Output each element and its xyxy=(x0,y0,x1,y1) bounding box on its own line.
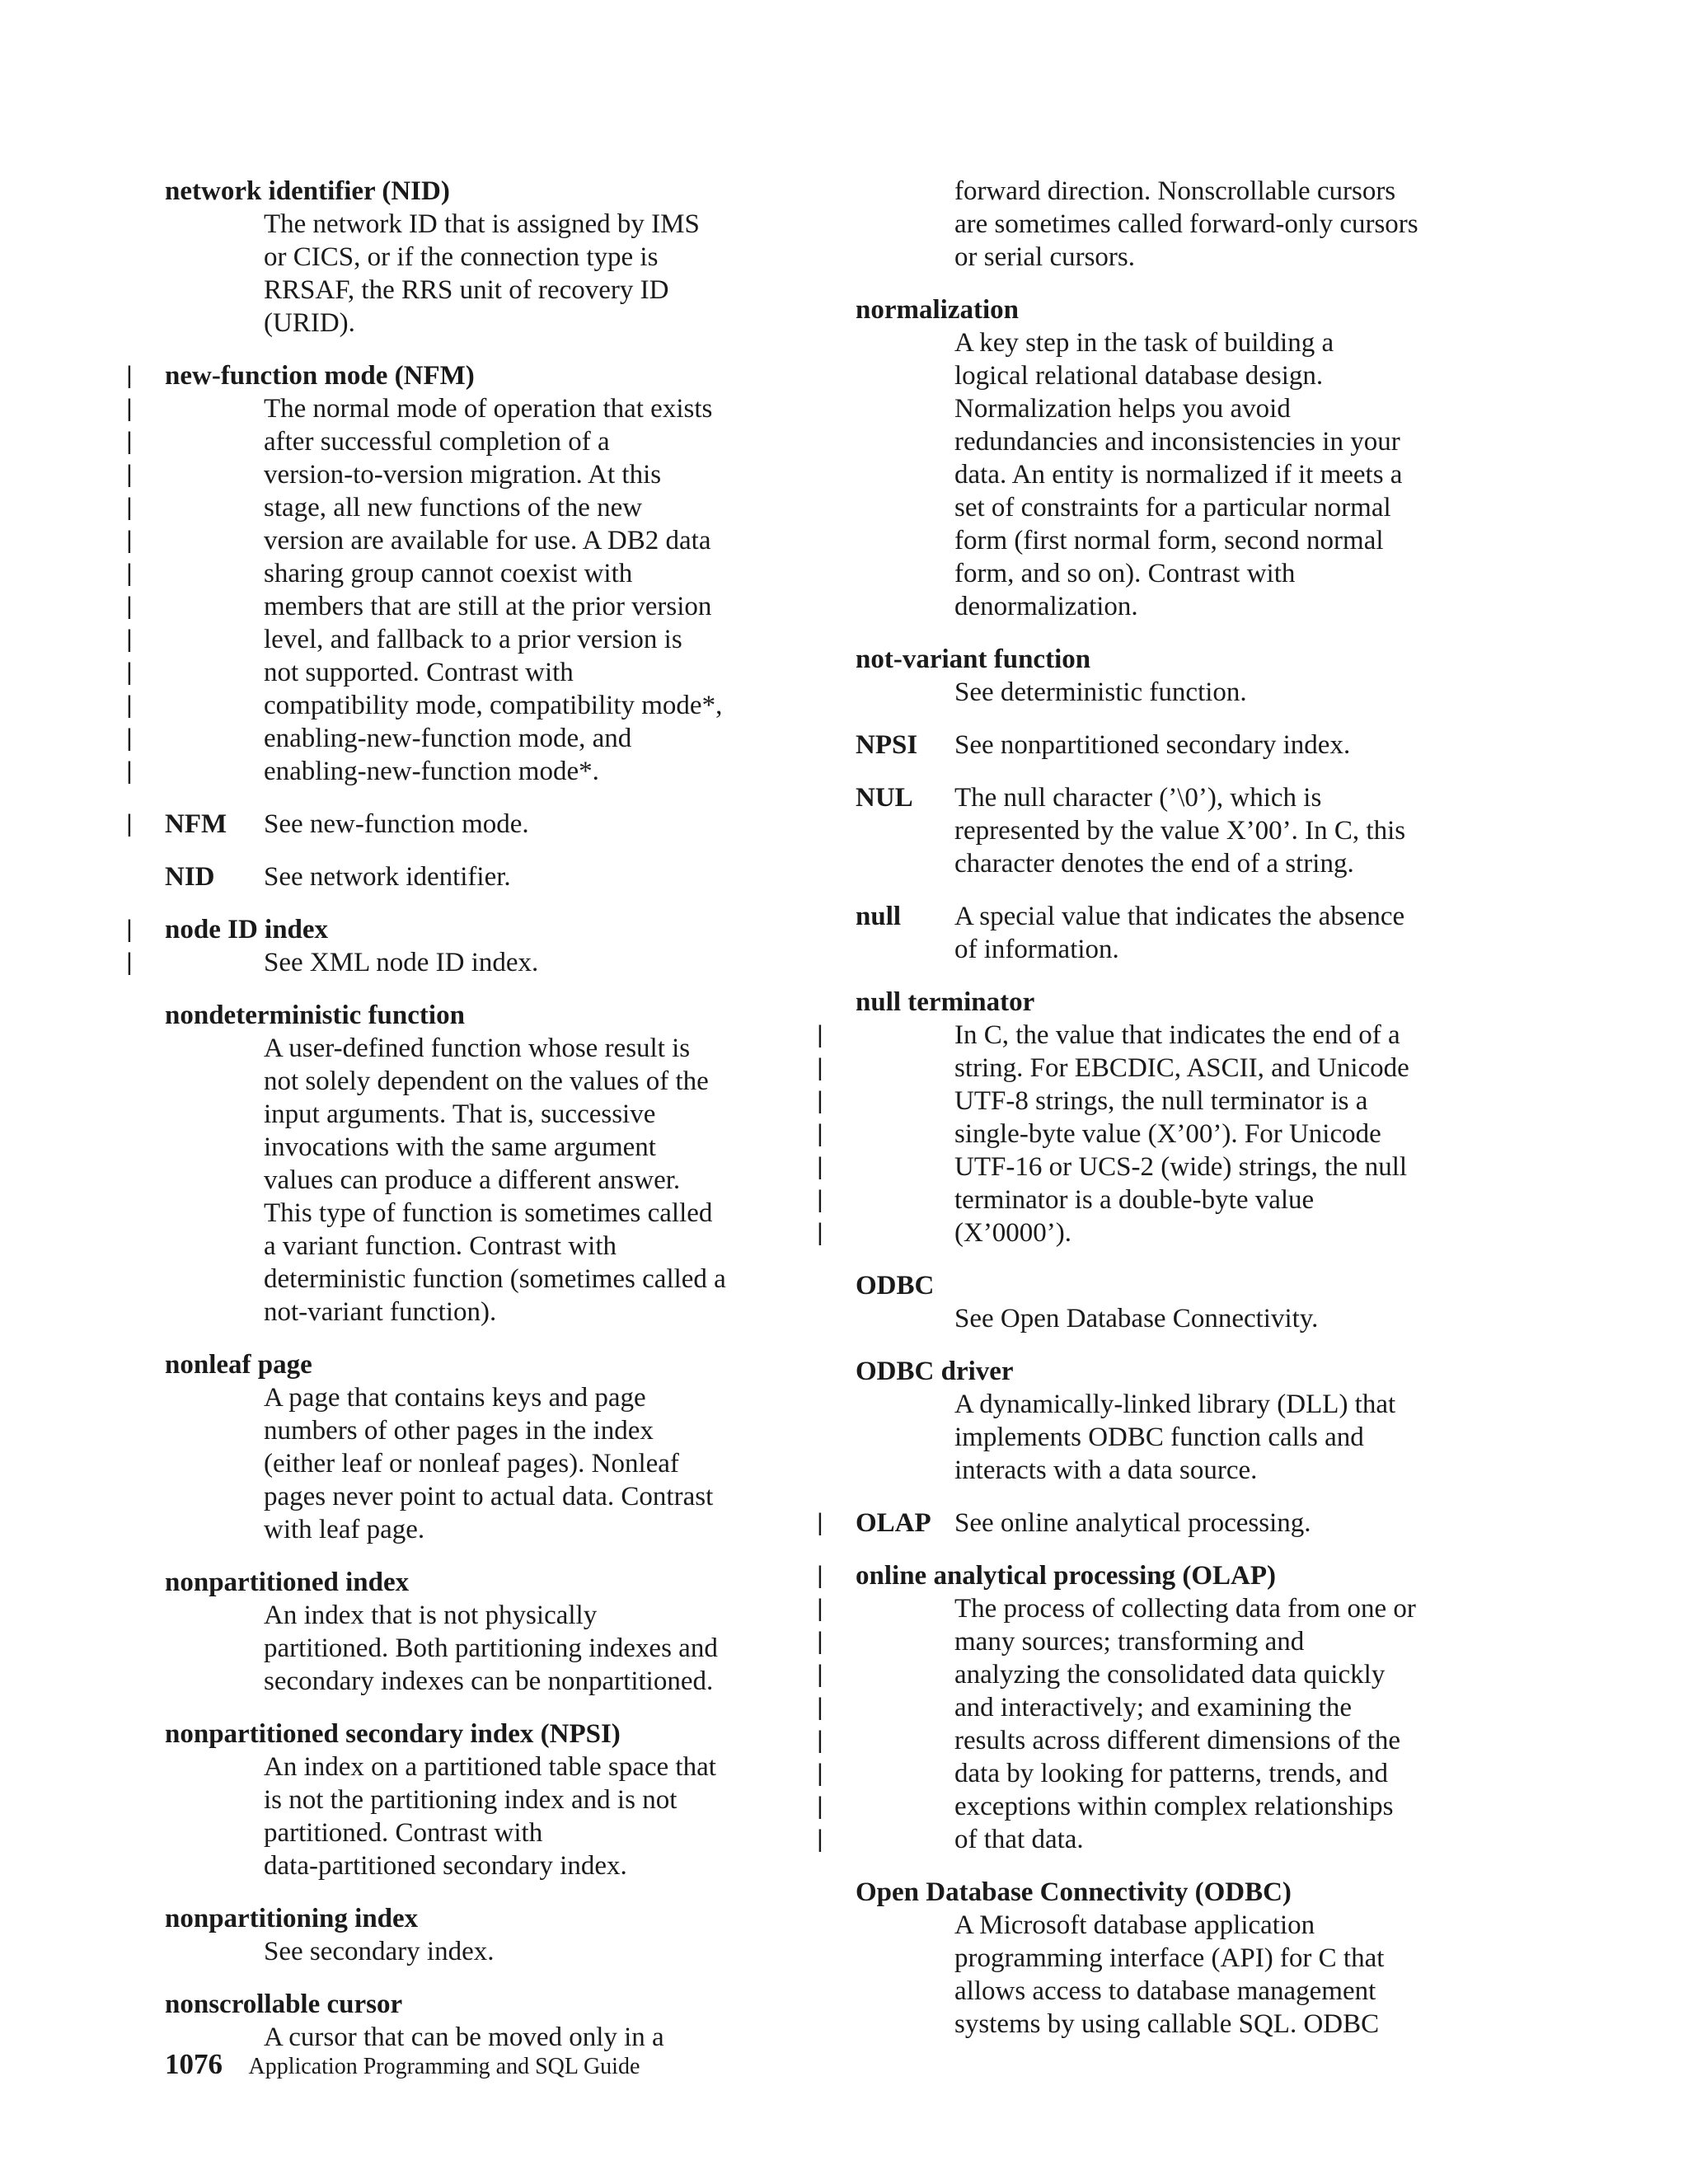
definition-line: See Open Database Connectivity. xyxy=(954,1304,1319,1333)
glossary-term: null terminator xyxy=(856,987,1035,1017)
definition-line: numbers of other pages in the index xyxy=(264,1416,654,1446)
glossary-entry xyxy=(856,175,1498,274)
change-bar: | xyxy=(817,1087,823,1114)
glossary-term: NID xyxy=(165,862,215,892)
glossary-definition xyxy=(264,1032,791,1329)
definition-line: The process of collecting data from one or xyxy=(954,1594,1416,1624)
definition-line: compatibility mode, compatibility mode*, xyxy=(264,691,723,720)
change-bar: | xyxy=(126,626,133,653)
change-bar: | xyxy=(126,527,133,554)
definition-line: A user-defined function whose result is xyxy=(264,1033,691,1063)
glossary-entry xyxy=(165,860,791,893)
glossary-term: ODBC driver xyxy=(856,1357,1014,1386)
change-bar: | xyxy=(126,757,133,785)
definition-line: many sources; transforming and xyxy=(954,1627,1305,1657)
definition-line: version are available for use. A DB2 data xyxy=(264,526,711,555)
definition-line: character denotes the end of a string. xyxy=(954,849,1354,879)
definition-line: or CICS, or if the connection type is xyxy=(264,242,659,272)
glossary-term: network identifier (NID) xyxy=(165,176,450,206)
definition-line: not solely dependent on the values of the xyxy=(264,1066,709,1096)
glossary-definition xyxy=(954,1019,1498,1249)
definition-line: not supported. Contrast with xyxy=(264,658,574,687)
definition-line: interacts with a data source. xyxy=(954,1455,1258,1485)
definition-line: after successful completion of a xyxy=(264,427,610,457)
definition-line: A key step in the task of building a xyxy=(954,328,1334,358)
definition-line: The network ID that is assigned by IMS xyxy=(264,209,700,239)
change-bar: | xyxy=(126,593,133,620)
glossary-definition xyxy=(264,808,529,841)
glossary-definition xyxy=(264,1599,791,1698)
definition-line: See secondary index. xyxy=(264,1937,495,1966)
left-column xyxy=(126,175,791,2074)
definition-line: deterministic function (sometimes called a xyxy=(264,1264,726,1294)
definition-line: This type of function is sometimes called xyxy=(264,1198,713,1228)
glossary-term: not-variant function xyxy=(856,644,1091,674)
book-title: Application Programming and SQL Guide xyxy=(248,2054,640,2079)
definition-line: See network identifier. xyxy=(264,862,511,892)
definition-line: level, and fallback to a prior version is xyxy=(264,625,682,654)
glossary-entry xyxy=(856,1355,1498,1487)
definition-line: members that are still at the prior version xyxy=(264,592,712,621)
glossary-entry xyxy=(165,1988,791,2054)
definition-line: partitioned. Both partitioning indexes and xyxy=(264,1633,718,1663)
glossary-entry xyxy=(856,1269,1498,1335)
glossary-entry xyxy=(165,1718,791,1882)
glossary-definition xyxy=(954,1388,1498,1487)
glossary-definition xyxy=(264,208,791,340)
glossary-term: online analytical processing (OLAP) xyxy=(856,1561,1276,1591)
glossary-entry xyxy=(165,1566,791,1698)
definition-line: systems by using callable SQL. ODBC xyxy=(954,2009,1380,2039)
glossary-term: NFM xyxy=(165,809,227,839)
glossary-definition xyxy=(264,1381,791,1546)
definition-line: RRSAF, the RRS unit of recovery ID xyxy=(264,275,669,305)
glossary-entry xyxy=(126,913,791,979)
glossary-definition xyxy=(954,781,1405,880)
definition-line: logical relational database design. xyxy=(954,361,1324,391)
definition-line: partitioned. Contrast with xyxy=(264,1818,543,1848)
definition-line: results across different dimensions of the xyxy=(954,1726,1401,1755)
definition-line: input arguments. That is, successive xyxy=(264,1099,656,1129)
change-bar: | xyxy=(817,1562,823,1589)
change-bar: | xyxy=(817,1760,823,1787)
glossary-entry xyxy=(126,808,791,841)
change-bar: | xyxy=(817,1661,823,1688)
change-bar: | xyxy=(817,1793,823,1820)
definition-line: enabling-new-function mode*. xyxy=(264,757,599,786)
right-column xyxy=(817,175,1498,2060)
glossary-entry xyxy=(856,729,1498,762)
change-bar: | xyxy=(817,1153,823,1180)
definition-line: In C, the value that indicates the end of a xyxy=(954,1020,1400,1050)
change-bar: | xyxy=(126,494,133,521)
definition-line: (X’0000’). xyxy=(954,1218,1072,1248)
definition-line: A Microsoft database application xyxy=(954,1910,1315,1940)
definition-line: implements ODBC function calls and xyxy=(954,1422,1364,1452)
glossary-definition xyxy=(954,676,1498,709)
definition-line: See new-function mode. xyxy=(264,809,529,839)
definition-line: allows access to database management xyxy=(954,1976,1376,2006)
glossary-term: nondeterministic function xyxy=(165,1001,465,1030)
glossary-term: nonscrollable cursor xyxy=(165,1990,403,2019)
change-bar: | xyxy=(817,1021,823,1048)
glossary-entry xyxy=(165,1348,791,1546)
glossary-definition xyxy=(954,1909,1498,2041)
glossary-definition xyxy=(954,729,1350,762)
definition-line: redundancies and inconsistencies in your xyxy=(954,427,1400,457)
definition-line: a variant function. Contrast with xyxy=(264,1231,617,1261)
glossary-term: null xyxy=(856,902,902,931)
definition-line: of information. xyxy=(954,935,1119,964)
glossary-term: nonpartitioned index xyxy=(165,1568,410,1597)
change-bar: | xyxy=(126,428,133,455)
glossary-term: Open Database Connectivity (ODBC) xyxy=(856,1877,1292,1907)
glossary-definition xyxy=(954,1507,1311,1540)
change-bar: | xyxy=(817,1054,823,1081)
glossary-term: OLAP xyxy=(856,1508,931,1538)
definition-line: See nonpartitioned secondary index. xyxy=(954,730,1351,760)
definition-line: An index that is not physically xyxy=(264,1601,598,1630)
change-bar: | xyxy=(817,1628,823,1655)
change-bar: | xyxy=(126,658,133,686)
glossary-term: nonpartitioning index xyxy=(165,1904,419,1933)
definition-line: A special value that indicates the absence xyxy=(954,902,1405,931)
glossary-term: NPSI xyxy=(856,730,918,760)
glossary-definition xyxy=(264,1935,791,1968)
change-bar: | xyxy=(126,724,133,752)
glossary-term: new-function mode (NFM) xyxy=(165,361,475,391)
glossary-term: ODBC xyxy=(856,1271,935,1301)
definition-line: See online analytical processing. xyxy=(954,1508,1311,1538)
definition-line: forward direction. Nonscrollable cursors xyxy=(954,176,1396,206)
definition-line: (either leaf or nonleaf pages). Nonleaf xyxy=(264,1449,679,1479)
definition-line: programming interface (API) for C that xyxy=(954,1943,1385,1973)
glossary-definition xyxy=(264,946,791,979)
definition-line: terminator is a double-byte value xyxy=(954,1185,1315,1215)
change-bar: | xyxy=(817,1825,823,1853)
glossary-definition xyxy=(954,175,1498,274)
definition-line: not-variant function). xyxy=(264,1297,497,1327)
definition-line: string. For EBCDIC, ASCII, and Unicode xyxy=(954,1053,1409,1083)
definition-line: UTF-8 strings, the null terminator is a xyxy=(954,1086,1368,1116)
definition-line: enabling-new-function mode, and xyxy=(264,724,632,753)
definition-line: are sometimes called forward-only cursors xyxy=(954,209,1418,239)
glossary-definition xyxy=(954,326,1498,623)
glossary-definition xyxy=(264,392,791,788)
glossary-definition xyxy=(954,1302,1498,1335)
change-bar: | xyxy=(126,461,133,488)
glossary-entry xyxy=(126,359,791,788)
definition-line: version-to-version migration. At this xyxy=(264,460,662,490)
definition-line: pages never point to actual data. Contrast xyxy=(264,1482,714,1511)
glossary-term: nonleaf page xyxy=(165,1350,312,1380)
definition-line: single-byte value (X’00’). For Unicode xyxy=(954,1119,1381,1149)
glossary-term: normalization xyxy=(856,295,1019,325)
glossary-entry xyxy=(817,986,1498,1249)
definition-line: form, and so on). Contrast with xyxy=(954,559,1296,588)
glossary-definition xyxy=(264,860,511,893)
change-bar: | xyxy=(817,1186,823,1213)
definition-line: A dynamically-linked library (DLL) that xyxy=(954,1390,1396,1419)
glossary-entry xyxy=(856,643,1498,709)
change-bars xyxy=(817,1019,825,1249)
glossary-entry xyxy=(856,293,1498,623)
glossary-entry xyxy=(856,1876,1498,2041)
definition-line: or serial cursors. xyxy=(954,242,1136,272)
glossary-entry xyxy=(165,175,791,340)
change-bar: | xyxy=(126,810,133,837)
change-bar: | xyxy=(126,691,133,719)
definition-line: A cursor that can be moved only in a xyxy=(264,2022,664,2052)
change-bar: | xyxy=(817,1219,823,1246)
definition-line: The normal mode of operation that exists xyxy=(264,394,713,424)
change-bar: | xyxy=(817,1595,823,1622)
definition-line: and interactively; and examining the xyxy=(954,1693,1352,1722)
definition-line: analyzing the consolidated data quickly xyxy=(954,1660,1386,1690)
definition-line: exceptions within complex relationships xyxy=(954,1792,1394,1821)
definition-line: UTF-16 or UCS-2 (wide) strings, the null xyxy=(954,1152,1408,1182)
definition-line: A page that contains keys and page xyxy=(264,1383,646,1413)
definition-line: data. An entity is normalized if it meets a xyxy=(954,460,1403,490)
glossary-definition xyxy=(954,1592,1498,1856)
change-bar: | xyxy=(126,916,133,943)
change-bar: | xyxy=(817,1694,823,1721)
change-bars xyxy=(126,913,134,979)
definition-line: with leaf page. xyxy=(264,1515,425,1544)
page-number: 1076 xyxy=(165,2048,223,2080)
definition-line: Normalization helps you avoid xyxy=(954,394,1291,424)
definition-line: See XML node ID index. xyxy=(264,948,539,977)
glossary-term: NUL xyxy=(856,783,913,813)
page-footer xyxy=(165,2048,640,2081)
change-bar: | xyxy=(817,1509,823,1536)
definition-line: set of constraints for a particular normal xyxy=(954,493,1391,523)
glossary-entry xyxy=(817,1559,1498,1856)
definition-line: An index on a partitioned table space that xyxy=(264,1752,716,1782)
glossary-term: nonpartitioned secondary index (NPSI) xyxy=(165,1719,621,1749)
glossary-term: node ID index xyxy=(165,915,329,944)
change-bar: | xyxy=(817,1120,823,1147)
definition-line: sharing group cannot coexist with xyxy=(264,559,633,588)
glossary-definition xyxy=(264,1750,791,1882)
definition-line: values can produce a different answer. xyxy=(264,1165,681,1195)
change-bar: | xyxy=(817,1727,823,1754)
change-bar: | xyxy=(126,949,133,976)
change-bars xyxy=(126,808,134,841)
definition-line: data-partitioned secondary index. xyxy=(264,1851,627,1881)
change-bar: | xyxy=(126,560,133,587)
definition-line: See deterministic function. xyxy=(954,677,1247,707)
definition-line: denormalization. xyxy=(954,592,1138,621)
change-bar: | xyxy=(126,362,133,389)
change-bars xyxy=(817,1507,825,1540)
change-bars xyxy=(126,359,134,788)
definition-line: of that data. xyxy=(954,1825,1084,1854)
glossary-definition xyxy=(954,900,1404,966)
definition-line: represented by the value X’00’. In C, this xyxy=(954,816,1406,846)
glossary-entry xyxy=(856,900,1498,966)
glossary-entry xyxy=(817,1507,1498,1540)
definition-line: secondary indexes can be nonpartitioned. xyxy=(264,1666,714,1696)
definition-line: form (first normal form, second normal xyxy=(954,526,1384,555)
definition-line: The null character (’\0’), which is xyxy=(954,783,1322,813)
glossary-entry xyxy=(165,999,791,1329)
change-bars xyxy=(817,1559,825,1856)
change-bar: | xyxy=(126,395,133,422)
definition-line: is not the partitioning index and is not xyxy=(264,1785,678,1815)
definition-line: stage, all new functions of the new xyxy=(264,493,643,523)
definition-line: invocations with the same argument xyxy=(264,1132,656,1162)
glossary-entry xyxy=(165,1902,791,1968)
definition-line: (URID). xyxy=(264,308,355,338)
glossary-entry xyxy=(856,781,1498,880)
definition-line: data by looking for patterns, trends, and xyxy=(954,1759,1389,1788)
